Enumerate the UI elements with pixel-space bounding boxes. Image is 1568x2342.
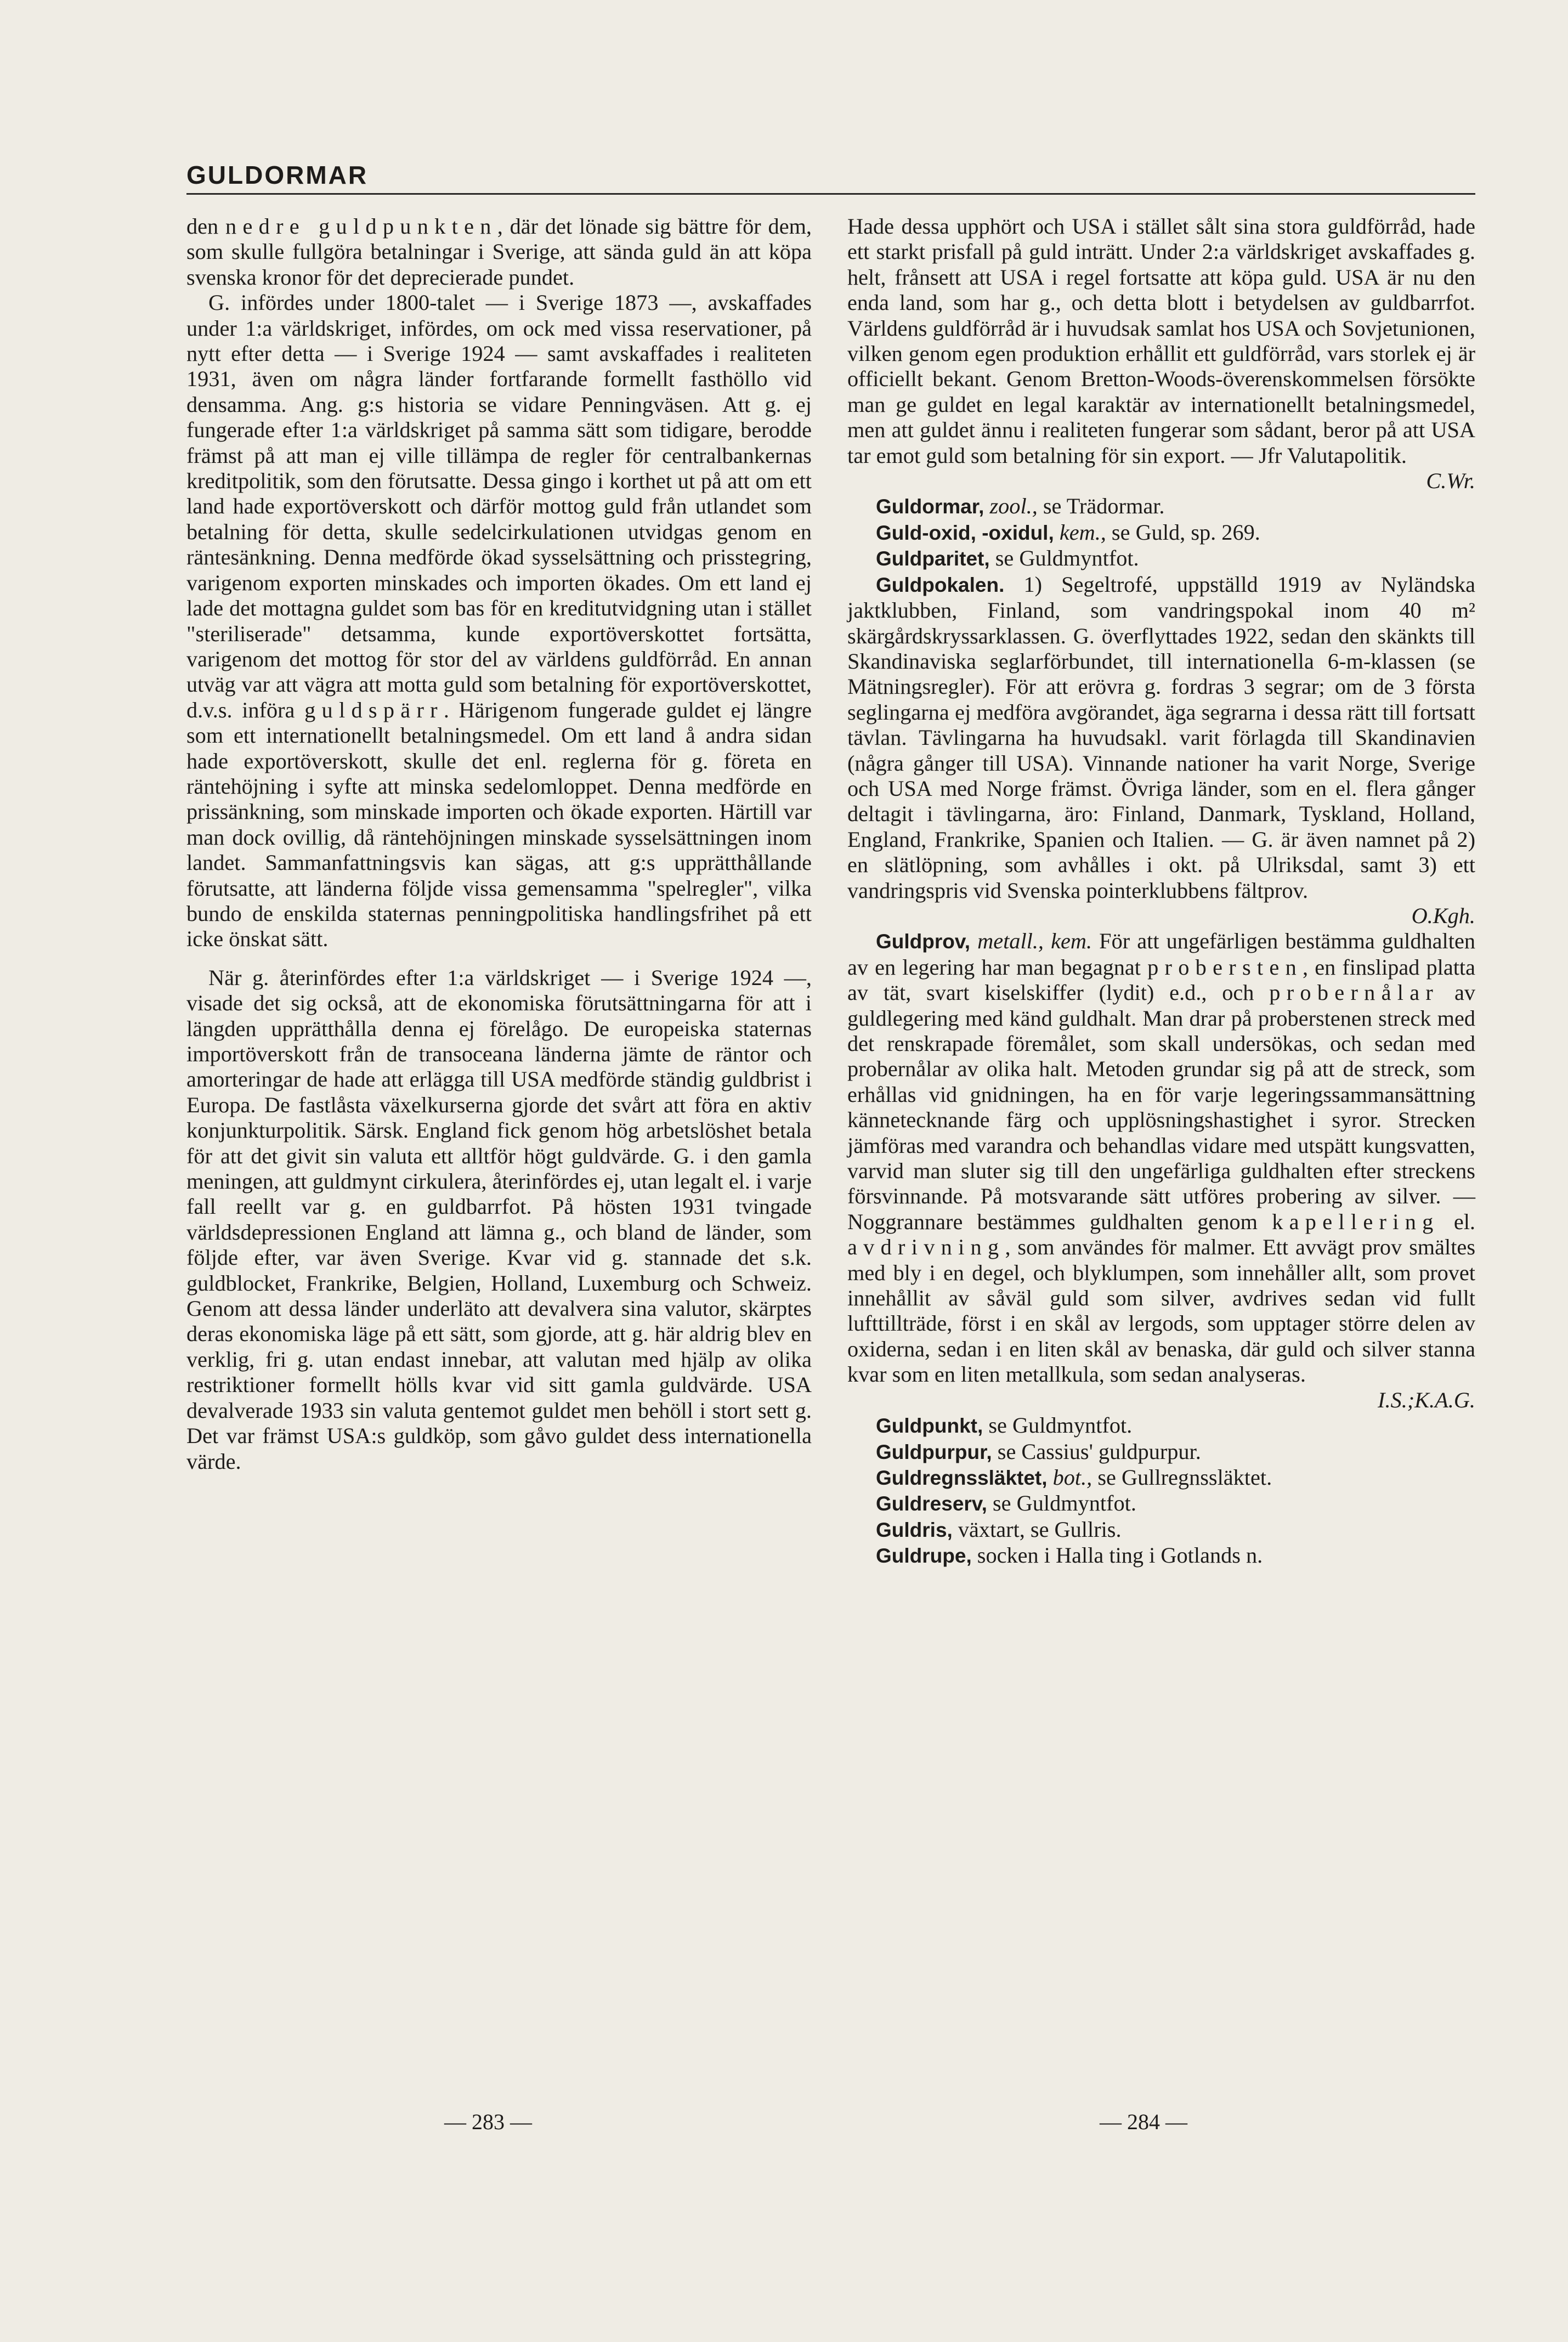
- headword: Guldpurpur,: [876, 1440, 992, 1463]
- page-number-left: — 283 —: [444, 2109, 532, 2134]
- text-run: den: [186, 214, 226, 239]
- text-run: socken i Halla ting i Gotlands n.: [971, 1543, 1263, 1568]
- text-run: 1) Segeltrofé, uppställd 1919 av Nyländska jaktklubben, Finland, som vandringspokal inom 40 m² skärgårdskryssarklassen. G. överflyttades 1922, sedan den skänkts till Skandinaviska seglarförbundet, till internationella 6-m-klassen (se Mätningsregler). För att erövra g. fordras 3 segrar; om de 3 första seglingarna ej medföra avgörandet, äga segrarna i dessa rätt till fortsatt tävlan. Tävlingarna ha huvudsakl. varit förlagda till Skandinavien (några gånger till USA). Vinnande nationer ha varit Norge, Sverige och USA med Norge främst. Övriga länder, som en el. flera gånger deltagit i tävlingarna, äro: Finland, Danmark, Tyskland, Holland, England, Frankrike, Spanien och Italien. — G. är även namnet på 2) en slätlöpning, som avhålles i okt. på Ulriksdal, samt 3) ett vandringspris vid Svenska pointerklubbens fältprov.: [847, 572, 1475, 903]
- italic-label: kem.,: [1059, 519, 1106, 545]
- headword: Guldprov,: [876, 930, 970, 953]
- left-column: [186, 214, 812, 1474]
- paragraph: [186, 290, 812, 952]
- entry-guldregnssläktet: [847, 1465, 1475, 1491]
- text-run: [1048, 1465, 1053, 1490]
- text-run: För att ungefärligen bestämma guldhalten av en legering har man begagnat: [847, 929, 1475, 980]
- spaced-term: probersten: [1147, 954, 1303, 980]
- entry-guldormar: [847, 494, 1475, 519]
- text-run: se Guldmyntfot.: [983, 1413, 1133, 1438]
- text-run: , där det lönade sig bättre för dem, som skulle fullgöra betalningar i Sverige, att sända guld än att köpa svenska kronor för det deprecierade pundet.: [186, 214, 812, 290]
- text-run: Hade dessa upphört och USA i stället sålt sina stora guldförråd, hade ett starkt prisfall på guld inträtt. Under 2:a världskriget avskaffades g. helt, frånsett att USA i regel fortsatte att köpa guld. USA är nu den enda land, som har g., och detta blott i betydelsen av guldbarrfot. Världens guldförråd är i huvudsak samlat hos USA och Sovjetunionen, vilken genom egen produktion erhållit ett guldförråd, vars storlek ej är officiellt bekant. Genom Bretton-Woods-överenskommelsen försökte man ge guldet en legal karaktär av internationellt betalningsmedel, men att guldet ännu i realiteten fungerar som sådant, beror på att USA tar emot guld som betalning för sin export. — Jfr Valutapolitik.: [847, 214, 1475, 468]
- headword: Guldris,: [876, 1518, 953, 1541]
- text-run: se Guld, sp. 269.: [1106, 519, 1260, 545]
- text-run: se Gullregnssläktet.: [1092, 1464, 1272, 1490]
- text-run: se Cassius' guldpurpur.: [992, 1439, 1201, 1464]
- headword: Guldpunkt,: [876, 1415, 983, 1438]
- entry-guldparitet: [847, 546, 1475, 572]
- spaced-term: guldspärr: [304, 697, 444, 722]
- headword: Guldormar,: [876, 495, 984, 518]
- text-run: av guldlegering med känd guldhalt. Man drar på proberstenen streck med det renskrapade föremålet, som skall undersökas, och sedan med probernålar av olika halt. Metoden grundar sig på att de streck, som erhållas vid gnidningen, ha en för varje legeringssammansättning kännetecknande färg och upplösningshastighet i syror. Strecken jämföras med varandra och behandlas vidare med utspätt kungsvatten, varvid man sluter sig till den ungefärliga guldhalten efter streckens försvinnande. På motsvarande sätt utföres probering av silver. — Noggrannare bestämmes guldhalten genom: [847, 980, 1475, 1234]
- text-run: G. infördes under 1800-talet — i Sverige 1873 —, avskaffades under 1:a världskriget, infördes, om ock med vissa reservationer, på nytt efter detta — i Sverige 1924 — samt avskaffades i realiteten 1931, även om några länder fortfarande formellt fasthöllo vid densamma. Ang. g:s historia se vidare Penningväsen. Att g. ej fungerade efter 1:a världskriget på samma sätt som tidigare, berodde främst på att man ej ville tillämpa de regler för centralbankernas kreditpolitik, som den förutsatte. Dessa gingo i korthet ut på att om ett land hade exportöverskott och därför mottog guld från utlandet som betalning för detta, skulle sedelcirkulationen utvidgas genom en räntesänkning. Denna medförde ökad sysselsättning och prisstegring, varigenom exporten minskades och importen ökades. Om ett land ej lade det mottagna guldet som bas för en kreditutvidgning utan i stället "steriliserade" detsamma, kunde exportöverskottet fortsätta, varigenom det mottog för stor del av världens guldförråd. En annan utväg var att vägra att motta guld som betalning för exportöverskottet, d.v.s. införa: [186, 290, 812, 722]
- entry-guldrupe: [847, 1543, 1475, 1569]
- entry-guldpurpur: [847, 1439, 1475, 1465]
- text-run: [1054, 520, 1060, 545]
- headword: Guldregnssläktet,: [876, 1466, 1048, 1489]
- entry-guldprov: [847, 929, 1475, 1387]
- text-run: se Trädormar.: [1037, 494, 1165, 519]
- spaced-term: avdrivning: [847, 1235, 1005, 1260]
- author-signature: C.Wr.: [1426, 468, 1475, 494]
- headword: Guld-oxid, -oxidul,: [876, 521, 1054, 544]
- running-header-title: GULDORMAR: [186, 161, 369, 189]
- text-run: , som användes för malmer. Ett avvägt prov smältes med bly i en degel, och blyklumpen, som innehåller allt, som provet innehållit av såväl guld som silver, avdrives sedan vid fullt lufttillträde, först i en skål av lergods, som upptager större delen av oxiderna, sedan i en liten skål av benaska, där guld och silver stanna kvar som en liten metallkula, som sedan analyseras.: [847, 1235, 1475, 1387]
- spaced-term: nedre guldpunkten: [225, 214, 497, 239]
- text-run: När g. återinfördes efter 1:a världskriget — i Sverige 1924 —, visade det sig också, att de ekonomiska förutsättningarna för att i längden upprätthålla denna ej förelågo. De europeiska staternas importöverskott från de transoceana länderna jämte de räntor och amorteringar de hade att erlägga till USA medförde ständig guldbrist i Europa. De fastlåsta växelkurserna gjorde det svårt att föra en aktiv konjunkturpolitik. Särsk. England fick genom hög arbetslöshet betala för att det givit sin valuta ett alltför högt guldvärde. G. i den gamla meningen, att guldmynt cirkulera, återinfördes ej, utan legalt el. i varje fall reellt var g. en guldbarrfot. På hösten 1931 tvingade världsdepressionen England att lämna g., och bland de länder, som följde efter, var även Sverige. Kvar vid g. stannade det s.k. guldblocket, Frankrike, Belgien, Holland, Luxemburg och Schweiz. Genom att dessa länder underläto att devalvera sina valutor, skärptes deras ekonomiska läge på ett sätt, som gjorde, att g. här aldrig blev en verklig, fri g. utan endast innebar, att valutan med hjälp av olika restriktioner formellt hölls kvar vid sitt gamla guldvärde. USA devalverade 1933 sin valuta gentemot guldet men behöll i stort sett g. Det var främst USA:s guldköp, som gåvo guldet dess internationella värde.: [186, 965, 812, 1474]
- italic-label: metall., kem.: [977, 929, 1092, 954]
- paragraph: [847, 214, 1475, 468]
- headword: Guldparitet,: [876, 547, 990, 570]
- entry-guldpunkt: [847, 1413, 1475, 1439]
- entry-guldpokalen: [847, 572, 1475, 903]
- text-run: el.: [1439, 1209, 1476, 1234]
- paragraph: [186, 214, 812, 290]
- running-header: [186, 160, 1475, 195]
- spaced-term: probernålar: [1269, 980, 1440, 1005]
- author-signature: O.Kgh.: [1411, 903, 1475, 928]
- headword: Guldreserv,: [876, 1492, 987, 1515]
- signature-line: [847, 1388, 1475, 1413]
- italic-label: bot.,: [1052, 1464, 1092, 1490]
- text-run: , en finslipad platta av tät, svart kiselskiffer (lydit) e.d., och: [847, 954, 1476, 1005]
- headword: Guldrupe,: [876, 1545, 972, 1568]
- entry-guldris: [847, 1517, 1475, 1543]
- entry-guld-oxid: [847, 520, 1475, 546]
- signature-line: [847, 903, 1475, 929]
- text-run: . Härigenom fungerade guldet ej längre som ett internationellt betalningsmedel. Om ett land å andra sidan hade exportöverskott, skulle det enl. reglerna för g. företa en räntehöjning i syfte att minska sedelomloppet. Denna medförde en prissänkning, som minskade importen och ökade exporten. Härtill var man dock ovillig, då räntehöjningen minskade sysselsättningen inom landet. Sammanfattningsvis kan sägas, att g:s upprätthållande förutsatte, att länderna följde vissa gemensamma "spelregler", vilka bundo de enskilda staternas penningpolitiska handlingsfrihet på ett icke önskat sätt.: [186, 697, 812, 952]
- signature-line: [847, 468, 1475, 494]
- paragraph: [186, 965, 812, 1474]
- text-run: växtart, se Gullris.: [952, 1517, 1122, 1542]
- spaced-term: kapellering: [1272, 1209, 1440, 1234]
- page-number-right: — 284 —: [1100, 2109, 1187, 2134]
- text-run: se Guldmyntfot.: [987, 1491, 1136, 1516]
- italic-label: zool.,: [989, 494, 1038, 519]
- text-run: [970, 929, 977, 953]
- right-column: [847, 214, 1475, 1569]
- text-run: [984, 494, 989, 518]
- entry-guldreserv: [847, 1491, 1475, 1517]
- author-signature: I.S.;K.A.G.: [1378, 1387, 1475, 1412]
- text-run: se Guldmyntfot.: [989, 546, 1139, 571]
- headword: Guldpokalen.: [876, 573, 1005, 596]
